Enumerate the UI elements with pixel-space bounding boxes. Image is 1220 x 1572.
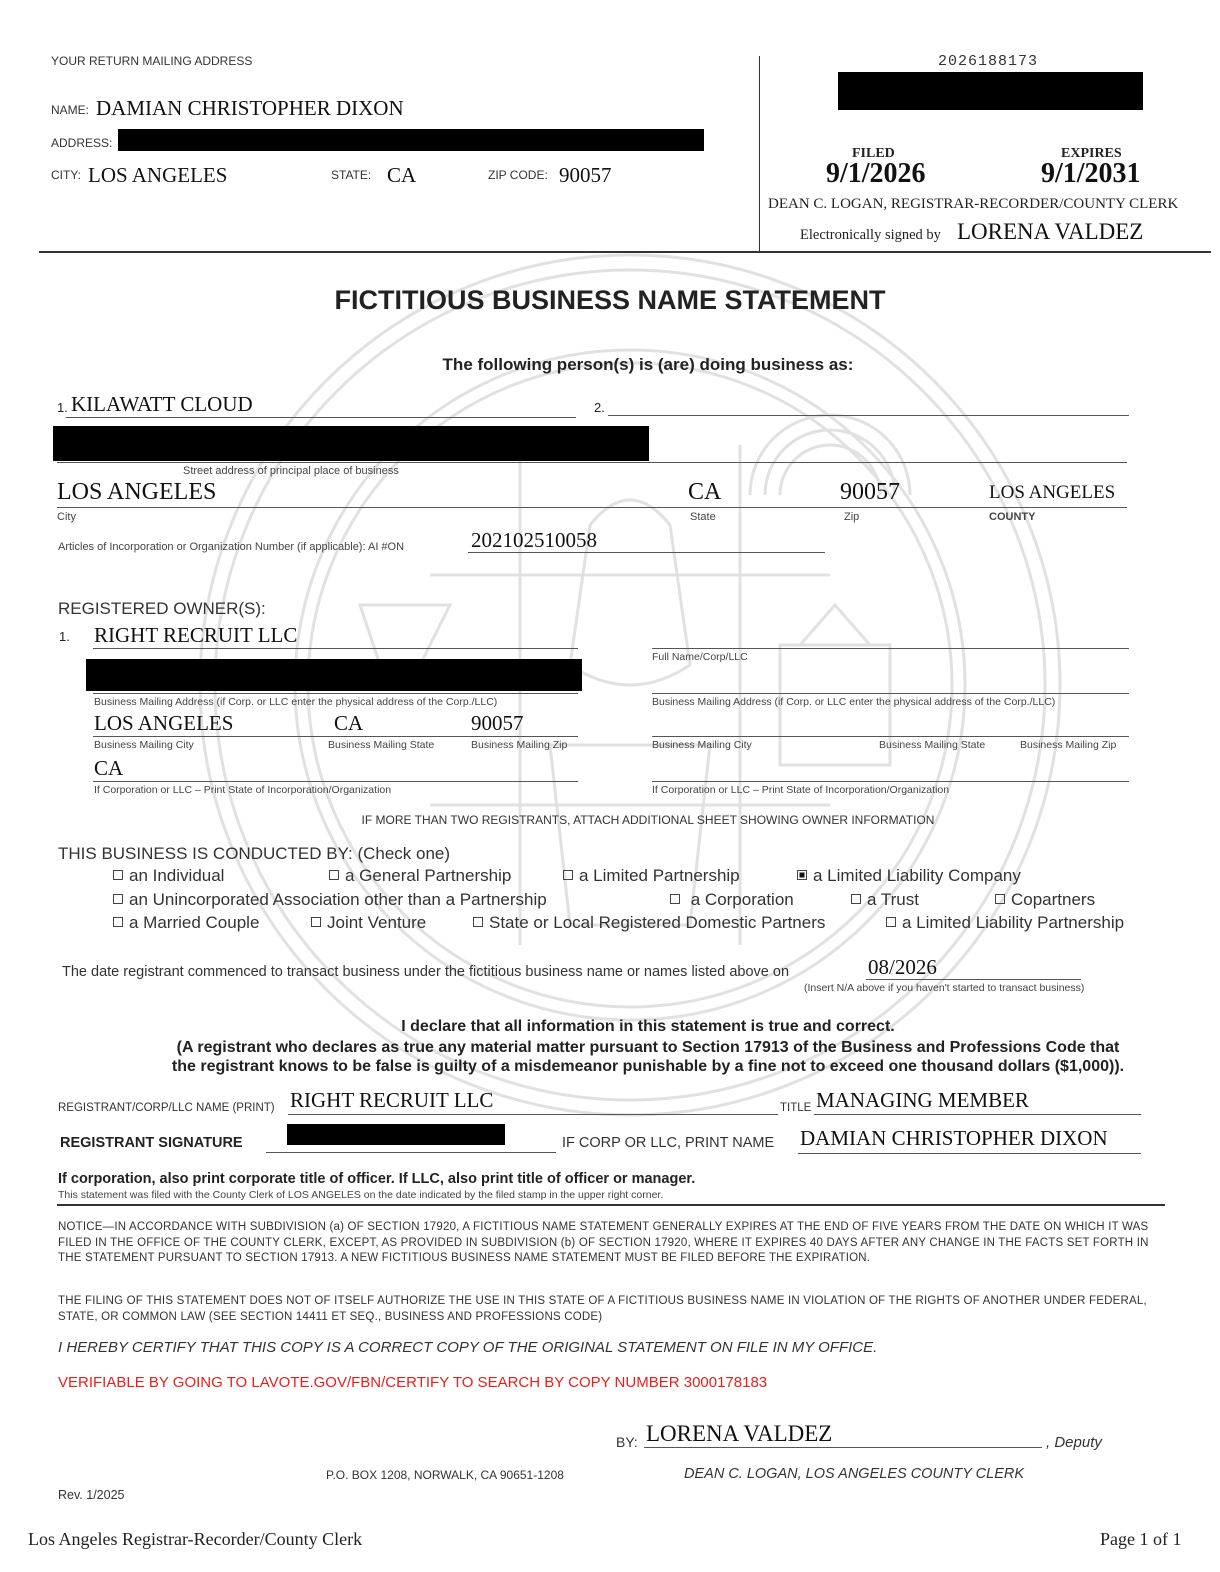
option-unincorporated-association[interactable]: an Unincorporated Association other than a Partnership bbox=[113, 890, 547, 910]
option-limited-partnership[interactable]: a Limited Partnership bbox=[563, 866, 740, 886]
signature-line bbox=[266, 1152, 556, 1153]
more-registrants-note: IF MORE THAN TWO REGISTRANTS, ATTACH ADDITIONAL SHEET SHOWING OWNER INFORMATION bbox=[361, 813, 935, 827]
owner2-city-label: Business Mailing City bbox=[652, 739, 752, 751]
owner1-state-label: Business Mailing State bbox=[328, 739, 435, 751]
po-box: P.O. BOX 1208, NORWALK, CA 90651-1208 bbox=[326, 1468, 564, 1482]
owner2-city-line bbox=[652, 736, 1129, 737]
articles-label: Articles of Incorporation or Organization Number (if applicable): AI #ON bbox=[58, 541, 405, 553]
conducted-heading: THIS BUSINESS IS CONDUCTED BY: (Check one) bbox=[58, 844, 451, 863]
owner2-full-name-label: Full Name/Corp/LLC bbox=[652, 651, 748, 663]
owners-heading: REGISTERED OWNER(S): bbox=[58, 599, 266, 618]
deputy-name: LORENA VALDEZ bbox=[646, 1421, 833, 1446]
footer-left: Los Angeles Registrar-Recorder/County Clerk bbox=[28, 1529, 363, 1549]
document-number: 2026188173 bbox=[938, 53, 1039, 70]
checkbox-icon bbox=[995, 894, 1005, 904]
checkbox-icon bbox=[113, 894, 123, 904]
owner2-state-label: Business Mailing State bbox=[879, 739, 986, 751]
articles-line bbox=[468, 552, 825, 553]
revision: Rev. 1/2025 bbox=[58, 1488, 125, 1502]
option-married-couple[interactable]: a Married Couple bbox=[113, 913, 259, 933]
owner1-address-line bbox=[93, 693, 578, 694]
checkbox-icon bbox=[113, 870, 123, 880]
registrant-title-line bbox=[814, 1114, 1141, 1115]
print-name-label: IF CORP OR LLC, PRINT NAME bbox=[562, 1135, 775, 1151]
registrant-name-label: REGISTRANT/CORP/LLC NAME (PRINT) bbox=[58, 1102, 275, 1114]
commenced-date: 08/2026 bbox=[868, 955, 937, 979]
business-zip: 90057 bbox=[840, 479, 900, 505]
address-label: ADDRESS: bbox=[51, 136, 113, 150]
registrant-name: RIGHT RECRUIT LLC bbox=[290, 1088, 494, 1112]
business-name-1-line bbox=[66, 417, 576, 418]
deputy-label: , Deputy bbox=[1046, 1434, 1102, 1451]
filed-label: FILED bbox=[852, 146, 895, 161]
return-name: DAMIAN CHRISTOPHER DIXON bbox=[96, 96, 404, 120]
return-zip: 90057 bbox=[559, 163, 612, 187]
intro-text: The following person(s) is (are) doing business as: bbox=[442, 355, 854, 374]
page-indicator: Page 1 of 1 bbox=[1100, 1529, 1182, 1549]
option-joint-venture[interactable]: Joint Venture bbox=[311, 913, 426, 933]
option-trust[interactable]: a Trust bbox=[851, 890, 919, 910]
checkbox-icon bbox=[886, 917, 896, 927]
checkbox-icon bbox=[563, 870, 573, 880]
business-name-2-line bbox=[608, 415, 1129, 416]
expires-label: EXPIRES bbox=[1061, 146, 1122, 161]
county-clerk: DEAN C. LOGAN, LOS ANGELES COUNTY CLERK bbox=[684, 1466, 1025, 1482]
redacted-owner1-address bbox=[86, 659, 582, 691]
return-address-heading: YOUR RETURN MAILING ADDRESS bbox=[51, 54, 253, 68]
notice-authorization: THE FILING OF THIS STATEMENT DOES NOT OF ITSELF AUTHORIZE THE USE IN THIS STATE OF A FICTITIOUS BUSINESS NAME IN VIOLATION OF THE RIGHTS OF ANOTHER UNDER FEDERAL, STATE, OR COMMON LAW (SEE SECTION 14411 ET SEQ., BUSINESS AND PROFESSIONS CODE) bbox=[58, 1295, 1147, 1323]
owner-num-1: 1. bbox=[59, 629, 70, 644]
redacted-street-address bbox=[53, 426, 649, 461]
owner1-inc-state: CA bbox=[94, 756, 124, 780]
owner1-inc-line bbox=[93, 781, 578, 782]
zip-label: ZIP CODE: bbox=[488, 168, 548, 182]
declaration-line-2: (A registrant who declares as true any material matter pursuant to Section 17913 of the Business and Professions Code that bbox=[176, 1039, 1120, 1056]
redacted-signature bbox=[287, 1124, 505, 1145]
business-name-1: KILAWATT CLOUD bbox=[71, 392, 253, 416]
registrant-name-line bbox=[288, 1114, 778, 1115]
deputy-line bbox=[644, 1447, 1042, 1448]
signature-divider bbox=[57, 1204, 1165, 1206]
business-county: LOS ANGELES bbox=[989, 482, 1116, 503]
business-state: CA bbox=[688, 479, 722, 505]
checkbox-icon bbox=[670, 894, 680, 904]
owner2-name-line bbox=[652, 648, 1129, 649]
filed-statement-note: This statement was filed with the County Clerk of LOS ANGELES on the date indicated by the filed stamp in the upper right corner. bbox=[58, 1189, 664, 1201]
by-label: BY: bbox=[616, 1434, 638, 1450]
verify-statement: VERIFIABLE BY GOING TO LAVOTE.GOV/FBN/CERTIFY TO SEARCH BY COPY NUMBER 3000178183 bbox=[58, 1374, 768, 1391]
return-state: CA bbox=[387, 163, 417, 187]
header-divider bbox=[39, 251, 1211, 253]
option-domestic-partners[interactable]: State or Local Registered Domestic Partners bbox=[473, 913, 825, 933]
business-city: LOS ANGELES bbox=[57, 479, 217, 505]
registrant-title: MANAGING MEMBER bbox=[816, 1088, 1029, 1112]
commenced-date-line bbox=[866, 979, 1081, 980]
zip-field-label: Zip bbox=[844, 511, 860, 523]
title-label: TITLE bbox=[780, 1102, 812, 1114]
state-field-label: State bbox=[690, 511, 716, 523]
owner2-zip-label: Business Mailing Zip bbox=[1020, 739, 1117, 751]
certify-statement: I HEREBY CERTIFY THAT THIS COPY IS A CORRECT COPY OF THE ORIGINAL STATEMENT ON FILE IN MY OFFICE. bbox=[58, 1339, 878, 1356]
business-num-2: 2. bbox=[594, 400, 605, 415]
owner2-inc-line bbox=[652, 781, 1129, 782]
page-title: FICTITIOUS BUSINESS NAME STATEMENT bbox=[334, 285, 886, 315]
street-label: Street address of principal place of business bbox=[183, 465, 399, 477]
owner1-city: LOS ANGELES bbox=[94, 711, 234, 735]
print-name-line bbox=[798, 1153, 1141, 1154]
signed-label: Electronically signed by bbox=[800, 227, 941, 243]
owner1-city-label: Business Mailing City bbox=[94, 739, 194, 751]
header-vertical-divider bbox=[759, 56, 760, 252]
city-field-label: City bbox=[57, 511, 76, 523]
owner1-state: CA bbox=[334, 711, 364, 735]
owner1-zip-label: Business Mailing Zip bbox=[471, 739, 568, 751]
redacted-address bbox=[118, 129, 704, 151]
city-label: CITY: bbox=[51, 168, 82, 182]
owner1-city-line bbox=[93, 736, 578, 737]
checkbox-icon bbox=[113, 917, 123, 927]
owner1-zip: 90057 bbox=[471, 711, 524, 735]
clerk-line: DEAN C. LOGAN, REGISTRAR-RECORDER/COUNTY CLERK bbox=[768, 196, 1179, 212]
checkbox-checked-icon bbox=[797, 870, 807, 880]
owner1-name-line bbox=[93, 648, 578, 649]
option-copartners[interactable]: Copartners bbox=[995, 890, 1095, 910]
signature-label: REGISTRANT SIGNATURE bbox=[60, 1135, 243, 1151]
commenced-text: The date registrant commenced to transact business under the fictitious business name or names listed above on bbox=[62, 964, 790, 980]
owner1-name: RIGHT RECRUIT LLC bbox=[94, 623, 298, 647]
articles-number: 202102510058 bbox=[471, 528, 597, 552]
business-num-1: 1. bbox=[57, 400, 68, 415]
county-field-label: COUNTY bbox=[989, 511, 1036, 523]
street-line bbox=[57, 462, 1127, 463]
owner2-address-line bbox=[652, 693, 1129, 694]
declaration-line-1: I declare that all information in this statement is true and correct. bbox=[401, 1018, 895, 1035]
return-city: LOS ANGELES bbox=[88, 163, 228, 187]
owner1-inc-label: If Corporation or LLC – Print State of Incorporation/Organization bbox=[94, 784, 392, 796]
print-name: DAMIAN CHRISTOPHER DIXON bbox=[800, 1126, 1108, 1150]
checkbox-icon bbox=[311, 917, 321, 927]
notice-expiration: NOTICE—IN ACCORDANCE WITH SUBDIVISION (a) OF SECTION 17920, A FICTITIOUS NAME STATEMENT GENERALLY EXPIRES AT THE END OF FIVE YEARS FROM THE DATE ON WHICH IT WAS FILED IN THE OFFICE OF THE COUNTY CLERK, EXCEPT, AS PROVIDED IN SUBDIVISION (b) OF SECTION 17920, WHERE IT EXPIRES 40 DAYS AFTER ANY CHANGE IN THE FACTS SET FORTH IN THE STATEMENT PURSUANT TO SECTION 17913. A NEW FICTITIOUS BUSINESS NAME STATEMENT MUST BE FILED BEFORE THE EXPIRATION. bbox=[58, 1221, 1149, 1264]
checkbox-icon bbox=[473, 917, 483, 927]
owner2-inc-label: If Corporation or LLC – Print State of Incorporation/Organization bbox=[652, 784, 950, 796]
expires-date: 9/1/2031 bbox=[1041, 158, 1141, 189]
signed-by: LORENA VALDEZ bbox=[957, 219, 1144, 244]
owner2-mailing-label: Business Mailing Address (if Corp. or LLC enter the physical address of the Corp./LLC) bbox=[652, 696, 1056, 708]
checkbox-icon bbox=[851, 894, 861, 904]
filed-date: 9/1/2026 bbox=[826, 158, 926, 189]
checkbox-icon bbox=[329, 870, 339, 880]
option-corporation[interactable]: a Corporation bbox=[670, 890, 794, 910]
name-label: NAME: bbox=[51, 103, 90, 117]
owner1-mailing-label: Business Mailing Address (if Corp. or LLC enter the physical address of the Corp./LLC) bbox=[94, 696, 498, 708]
corp-title-note: If corporation, also print corporate title of officer. If LLC, also print title of officer or manager. bbox=[58, 1171, 696, 1187]
declaration-line-3: the registrant knows to be false is guilty of a misdemeanor punishable by a fine not to exceed one thousand dollars ($1,000)). bbox=[171, 1058, 1125, 1075]
state-label: STATE: bbox=[331, 168, 372, 182]
commenced-note: (Insert N/A above if you haven't started to transact business) bbox=[804, 982, 1085, 994]
redacted-barcode bbox=[838, 72, 1143, 110]
option-llp[interactable]: a Limited Liability Partnership bbox=[886, 913, 1124, 933]
city-line bbox=[57, 507, 1127, 508]
option-individual[interactable]: an Individual bbox=[113, 866, 224, 886]
option-llc[interactable]: a Limited Liability Company bbox=[797, 866, 1021, 886]
option-general-partnership[interactable]: a General Partnership bbox=[329, 866, 511, 886]
